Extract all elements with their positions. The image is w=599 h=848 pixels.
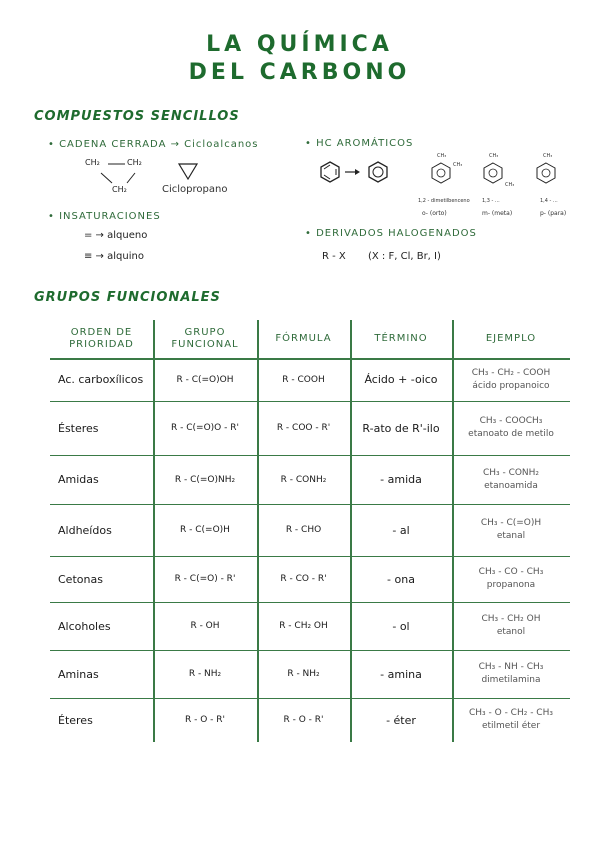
row-grupo: R - C(=O)H: [180, 525, 230, 535]
para-label: p- (para): [540, 210, 567, 217]
alquino-label: ≡ → alquino: [84, 251, 144, 262]
header-orden: ORDEN DE PRIORIDAD: [69, 327, 134, 350]
row-ejemplo: [452, 556, 570, 602]
row-grupo: R - O - R': [184, 715, 225, 725]
header-formula: FÓRMULA: [275, 333, 332, 344]
row-ejemplo: [452, 698, 570, 742]
row-termino: - éter: [386, 713, 416, 727]
ejemplo-nombre: etanoato de metilo: [468, 429, 554, 439]
row-grupo: R - C(=O)O - R': [171, 423, 239, 433]
hc-aromaticos-label: • HC AROMÁTICOS: [305, 138, 414, 149]
row-orden: Aminas: [58, 667, 99, 681]
row-termino: - amida: [380, 473, 422, 486]
row-formula: R - CO - R': [280, 574, 327, 584]
benzene-icon: [318, 160, 398, 184]
halogenos-list: (X : F, Cl, Br, I): [368, 251, 441, 262]
para-xylene-icon: [535, 160, 559, 188]
header-termino: TÉRMINO: [374, 333, 428, 344]
row-formula: R - NH₂: [287, 669, 320, 679]
meta-xylene-icon: [482, 160, 506, 188]
row-termino: Ácido + -oico: [364, 373, 438, 386]
ejemplo-nombre: etanal: [496, 531, 526, 541]
row-orden: Éteres: [58, 713, 93, 727]
ortho-name: 1,2 - dimetilbenceno: [418, 198, 470, 204]
ejemplo-formula: CH₃ - CO - CH₃: [478, 567, 544, 578]
ejemplo-nombre: dimetilamina: [481, 675, 541, 685]
page-title-line1: LA QUÍMICA: [206, 32, 393, 57]
meta-label: m- (meta): [482, 210, 513, 217]
row-ejemplo: [452, 455, 570, 504]
ch3-label-2: CH₃: [453, 162, 463, 168]
row-formula: R - O - R': [283, 715, 324, 725]
rx-formula: R - X: [322, 251, 346, 262]
row-ejemplo: [452, 650, 570, 698]
cyclopropane-bonds: [95, 160, 155, 190]
ejemplo-nombre: propanona: [486, 580, 536, 590]
row-formula: R - CHO: [285, 525, 322, 535]
row-formula: R - CONH₂: [280, 474, 327, 485]
triangle-icon: [178, 162, 198, 180]
row-formula: R - COO - R': [276, 423, 331, 433]
row-ejemplo: [452, 358, 570, 401]
row-termino: - amina: [380, 667, 422, 681]
ortho-xylene-icon: [430, 160, 454, 188]
ejemplo-nombre: ácido propanoico: [472, 380, 550, 391]
row-orden: Cetonas: [58, 572, 103, 586]
row-formula: R - CH₂ OH: [279, 621, 328, 631]
header-ejemplo: EJEMPLO: [485, 333, 537, 344]
ch2-label-bottom: CH₂: [112, 185, 127, 194]
row-formula: R - COOH: [282, 374, 325, 385]
ejemplo-formula: CH₃ - CH₂ - COOH: [471, 367, 551, 378]
ejemplo-nombre: etanol: [496, 627, 526, 637]
ejemplo-formula: CH₃ - CH₂ OH: [481, 614, 541, 625]
row-ejemplo: [452, 401, 570, 455]
alqueno-label: = → alqueno: [84, 230, 148, 241]
ejemplo-nombre: etilmetil éter: [481, 721, 541, 731]
ch3-label-3: CH₃: [489, 153, 499, 159]
ch2-label-left: CH₂: [85, 158, 100, 167]
row-termino: - ol: [392, 619, 410, 633]
ejemplo-nombre: etanoamida: [484, 480, 538, 491]
orto-label: o- (orto): [422, 210, 447, 217]
ciclopropano-label: Ciclopropano: [162, 184, 228, 195]
row-grupo: R - OH: [190, 621, 220, 631]
insaturaciones-label: • INSATURACIONES: [48, 211, 161, 222]
meta-name: 1,3 - ...: [482, 198, 500, 204]
section-grupos-heading: GRUPOS FUNCIONALES: [34, 290, 221, 305]
row-termino: - al: [392, 523, 410, 537]
cadena-cerrada-label: • CADENA CERRADA → Cicloalcanos: [48, 139, 259, 150]
row-termino: - ona: [387, 572, 415, 586]
ch3-label-1: CH₃: [437, 153, 447, 159]
page-title-line2: DEL CARBONO: [188, 60, 411, 85]
row-grupo: R - C(=O)OH: [176, 374, 234, 385]
ejemplo-formula: CH₃ - COOCH₃: [479, 416, 543, 427]
para-name: 1,4 - ...: [540, 198, 558, 204]
ejemplo-formula: CH₃ - O - CH₂ - CH₃: [469, 708, 553, 719]
row-grupo: R - C(=O) - R': [174, 574, 236, 584]
ch3-label-5: CH₃: [543, 153, 553, 159]
ejemplo-formula: CH₃ - C(=O)H: [480, 518, 542, 529]
ch2-label-right: CH₂: [127, 158, 142, 167]
header-grupo: GRUPO FUNCIONAL: [171, 327, 239, 350]
row-grupo: R - NH₂: [188, 669, 222, 679]
ejemplo-formula: CH₃ - NH - CH₃: [478, 662, 544, 673]
row-orden: Amidas: [58, 473, 99, 486]
row-ejemplo: [452, 602, 570, 650]
ejemplo-formula: CH₃ - CONH₂: [482, 467, 540, 478]
row-ejemplo: [452, 504, 570, 556]
ch3-label-4: CH₃: [505, 182, 515, 188]
section-compuestos-heading: COMPUESTOS SENCILLOS: [34, 109, 240, 124]
row-orden: Aldheídos: [58, 523, 112, 537]
row-grupo: R - C(=O)NH₂: [174, 474, 236, 485]
row-termino: R-ato de R'-ilo: [362, 421, 440, 435]
row-orden: Ac. carboxílicos: [58, 373, 144, 386]
row-orden: Ésteres: [58, 421, 99, 435]
row-orden: Alcoholes: [58, 619, 111, 633]
derivados-halogenados-label: • DERIVADOS HALOGENADOS: [305, 228, 477, 239]
